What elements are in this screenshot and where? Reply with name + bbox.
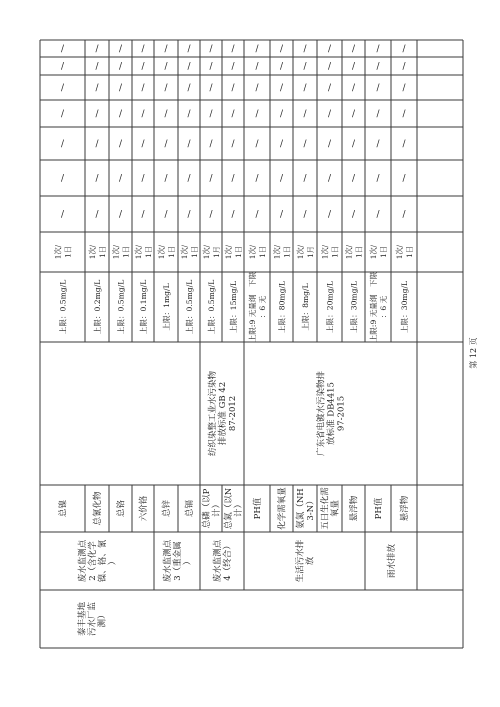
cell-value: / (164, 109, 168, 120)
cell-value: / (376, 83, 380, 94)
cell-value: / (231, 44, 235, 55)
item-name-14 (399, 495, 410, 521)
cell-value: / (327, 62, 332, 72)
frequency-7-text: 1次/1日 (224, 244, 243, 260)
limit-value-3-text: 上限：0.1mg/L (139, 279, 148, 335)
limit-value-0-text: 上限：0.5mg/L (58, 279, 68, 335)
cell-value: / (279, 210, 284, 220)
group-label-3-text: 生活污水排放 (295, 539, 316, 583)
cell-value: / (141, 174, 145, 184)
item-name-1-text: 总氰化物 (93, 491, 103, 526)
cell-value: / (60, 139, 65, 150)
limit-value-14-text: 上限：30mg/L (400, 280, 409, 334)
cell-value: / (351, 83, 356, 94)
frequency-14-text: 1次/1日 (395, 244, 414, 260)
limit-value-0 (58, 280, 68, 335)
frequency-0 (54, 244, 73, 259)
cell-value: / (141, 44, 145, 55)
cell-value: / (141, 83, 145, 94)
cell-value: / (164, 139, 168, 150)
cell-value: / (231, 139, 235, 150)
cell-value: / (60, 62, 65, 72)
cell-value: / (279, 83, 284, 94)
frequency-13-text: 1次/1日 (369, 244, 388, 260)
item-name-5 (184, 500, 195, 518)
cell-value: / (141, 62, 145, 72)
group-label-1-text: 废水监测点3（重金属） (163, 539, 193, 583)
cell-value: / (187, 62, 191, 72)
limit-value-11-text: 上限：20mg/L (325, 280, 335, 334)
frequency-9-text: 1次/1日 (272, 244, 292, 260)
cell-value: / (402, 44, 406, 55)
limit-value-7 (228, 281, 238, 333)
standard-label-1-text: 纺织染整工业水污染物排放标准 GB 4287-2012 (208, 370, 238, 457)
frequency-4 (157, 244, 176, 259)
frequency-10-text: 1次/1月 (296, 244, 315, 260)
cell-value: / (279, 62, 284, 72)
cell-value: / (255, 44, 259, 55)
cell-value: / (303, 139, 307, 150)
cell-value: / (187, 210, 191, 220)
cell-value: / (376, 139, 380, 150)
item-name-2-text: 总铬 (116, 499, 127, 518)
cell-value: / (255, 83, 259, 94)
limit-value-8-text: 上限:9 无量纲 下限：6 无 (248, 271, 267, 343)
limit-value-4 (161, 283, 171, 330)
cell-value: / (351, 44, 356, 55)
item-name-9 (277, 487, 288, 530)
cell-value: / (351, 109, 356, 120)
item-name-1 (92, 491, 103, 526)
frequency-6 (202, 244, 221, 259)
cell-value: / (95, 62, 99, 72)
item-name-4 (161, 500, 172, 518)
cell-value: / (60, 44, 65, 55)
cell-value: / (209, 62, 213, 72)
cell-value: / (187, 139, 191, 150)
limit-value-14 (399, 281, 409, 333)
frequency-8-text: 1次/1日 (248, 244, 267, 260)
item-name-14-text: 悬浮物 (400, 495, 410, 522)
group-label-4-text: 雨水排放 (387, 543, 397, 579)
item-name-8-text: PH值 (253, 497, 263, 520)
cell-value: / (95, 139, 99, 150)
cell-value: / (118, 210, 123, 220)
cell-value: / (351, 174, 356, 184)
cell-value: / (231, 174, 235, 184)
cell-value: / (209, 139, 213, 150)
limit-value-9-text: 上限：80mg/L (277, 280, 287, 334)
frequency-11 (321, 244, 340, 259)
cell-value: / (231, 62, 235, 72)
cell-value: / (376, 174, 380, 184)
cell-value: / (327, 109, 332, 120)
cell-value: / (351, 210, 356, 220)
cell-value: / (327, 83, 332, 94)
limit-value-10-text: 上限：8mg/L (301, 283, 310, 331)
cell-value: / (209, 174, 213, 184)
cell-value: / (327, 139, 332, 150)
limit-value-5 (184, 280, 194, 335)
item-name-3-text: 六价铬 (139, 495, 149, 522)
limit-value-5-text: 上限：0.5mg/L (185, 279, 194, 335)
limit-value-1-text: 上限：0.2mg/L (93, 279, 102, 335)
item-name-10 (295, 488, 316, 528)
cell-value: / (141, 210, 145, 220)
cell-value: / (351, 139, 356, 150)
cell-value: / (376, 62, 380, 72)
item-name-6-text: 总磷（以P计） (202, 488, 222, 529)
cell-value: / (187, 44, 191, 55)
cell-value: / (118, 174, 123, 184)
frequency-9 (273, 244, 292, 259)
cell-value: / (95, 44, 99, 55)
cell-value: / (255, 62, 259, 72)
cell-value: / (327, 44, 332, 55)
cell-value: / (402, 210, 406, 220)
standard-label-2-text: 广东省电镀水污染物排放标准 DB441597-2015 (316, 370, 347, 457)
standard-label-2 (316, 371, 347, 457)
cell-value: / (231, 210, 235, 220)
limit-value-13-text: 上限:9 无量纲 下限：6 无 (369, 271, 388, 343)
cell-value: / (187, 83, 191, 94)
cell-value: / (303, 44, 307, 55)
item-name-10-text: 氨氮（NH3-N） (296, 488, 316, 529)
cell-value: / (402, 139, 406, 150)
cell-value: / (118, 109, 123, 120)
cell-value: / (255, 174, 259, 184)
group-label-0 (77, 539, 118, 582)
item-name-12 (349, 495, 360, 521)
frequency-12 (345, 244, 364, 259)
cell-value: / (164, 174, 168, 184)
cell-value: / (402, 174, 406, 184)
cell-value: / (255, 139, 259, 150)
frequency-7 (224, 244, 243, 259)
limit-value-2 (116, 280, 126, 335)
cell-value: / (376, 210, 380, 220)
item-name-3 (138, 495, 149, 521)
frequency-3-text: 1次/1日 (134, 244, 153, 260)
cell-value: / (141, 109, 145, 120)
limit-value-13 (368, 271, 388, 342)
cell-value: / (164, 62, 168, 72)
item-name-13-text: PH值 (374, 497, 384, 520)
page-number-text: 第 12 页 (469, 337, 478, 369)
frequency-11-text: 1次/1日 (320, 244, 340, 260)
company-block-label-text: 泰丰基地污水厂监测） (77, 601, 108, 637)
cell-value: / (279, 44, 284, 55)
frequency-14 (395, 244, 414, 259)
item-name-0-text: 总镍 (58, 499, 69, 518)
cell-value: / (141, 139, 145, 150)
group-label-0-text: 废水监测点2（含化学镍、铬、氰） (78, 539, 118, 583)
cell-value: / (95, 109, 99, 120)
cell-value: / (351, 62, 356, 72)
cell-value: / (303, 174, 307, 184)
cell-value: / (164, 210, 168, 220)
cell-value: / (187, 174, 191, 184)
group-label-2 (212, 539, 233, 582)
group-label-1 (162, 539, 193, 582)
item-name-6 (201, 488, 222, 528)
cell-value: / (303, 210, 307, 220)
limit-value-12 (349, 281, 359, 333)
limit-value-2-text: 上限：0.5mg/L (116, 279, 126, 335)
cell-value: / (402, 62, 406, 72)
cell-value: / (327, 174, 332, 184)
cell-value: / (60, 174, 65, 184)
item-name-13 (373, 497, 384, 519)
cell-value: / (231, 83, 235, 94)
group-label-3 (295, 539, 316, 582)
limit-value-12-text: 上限：30mg/L (349, 280, 359, 334)
frequency-1-text: 1次/1日 (88, 244, 107, 260)
cell-value: / (303, 83, 307, 94)
cell-value: / (164, 83, 168, 94)
limit-value-3 (138, 280, 148, 335)
cell-value: / (187, 109, 191, 120)
cell-value: / (118, 44, 123, 55)
cell-value: / (118, 139, 123, 150)
item-name-5-text: 总镉 (185, 499, 195, 518)
standard-label-1 (207, 371, 238, 457)
frequency-8 (248, 244, 267, 259)
cell-value: / (60, 83, 65, 94)
frequency-2-text: 1次/1日 (111, 244, 131, 260)
cell-value: / (279, 174, 284, 184)
cell-value: / (209, 83, 213, 94)
cell-value: / (303, 109, 307, 120)
cell-value: / (376, 109, 380, 120)
frequency-10 (296, 244, 315, 259)
frequency-4-text: 1次/1日 (157, 244, 176, 260)
item-name-8 (252, 497, 263, 519)
limit-value-10 (300, 283, 310, 330)
cell-value: / (327, 210, 332, 220)
item-name-7 (223, 487, 244, 529)
item-name-7-text: 总氮（以N计） (224, 487, 244, 530)
limit-value-9 (277, 281, 287, 333)
cell-value: / (95, 210, 99, 220)
item-name-9-text: 化学需氧量 (277, 487, 288, 530)
item-name-0 (58, 500, 69, 518)
limit-value-8 (247, 271, 267, 342)
cell-value: / (209, 109, 213, 120)
cell-value: / (279, 139, 284, 150)
group-label-2-text: 废水监测点4（终合） (213, 539, 233, 583)
limit-value-7-text: 上限：15mg/L (229, 280, 238, 334)
item-name-4-text: 总锌 (162, 499, 172, 518)
cell-value: / (60, 210, 65, 220)
company-block-label (77, 602, 108, 637)
cell-value: / (402, 109, 406, 120)
frequency-6-text: 1次/1月 (202, 244, 221, 260)
frequency-5 (180, 244, 199, 259)
group-label-4 (386, 544, 397, 579)
limit-value-1 (92, 280, 102, 335)
item-name-2 (116, 500, 127, 518)
page-number (468, 337, 478, 368)
cell-value: / (402, 83, 406, 94)
item-name-12-text: 悬浮物 (349, 495, 360, 522)
cell-value: / (376, 44, 380, 55)
cell-value: / (279, 109, 284, 120)
frequency-2 (112, 244, 131, 259)
cell-value: / (95, 83, 99, 94)
item-name-11 (320, 487, 341, 530)
frequency-12-text: 1次/1日 (344, 244, 364, 260)
cell-value: / (118, 83, 123, 94)
cell-value: / (209, 210, 213, 220)
cell-value: / (231, 109, 235, 120)
cell-value: / (255, 109, 259, 120)
limit-value-4-text: 上限：1mg/L (162, 283, 171, 331)
frequency-5-text: 1次/1日 (180, 244, 199, 260)
limit-value-6-text: 上限：0.5mg/L (207, 279, 216, 335)
cell-value: / (255, 210, 259, 220)
frequency-0-text: 1次/1日 (53, 244, 73, 260)
cell-value: / (118, 62, 123, 72)
limit-value-6 (206, 280, 216, 335)
cell-value: / (303, 62, 307, 72)
frequency-1 (88, 244, 107, 259)
frequency-3 (134, 244, 153, 259)
frequency-13 (369, 244, 388, 259)
cell-value: / (60, 109, 65, 120)
cell-value: / (164, 44, 168, 55)
cell-value: / (209, 44, 213, 55)
cell-value: / (95, 174, 99, 184)
limit-value-11 (325, 281, 335, 333)
item-name-11-text: 五日生化需氧量 (320, 487, 341, 530)
